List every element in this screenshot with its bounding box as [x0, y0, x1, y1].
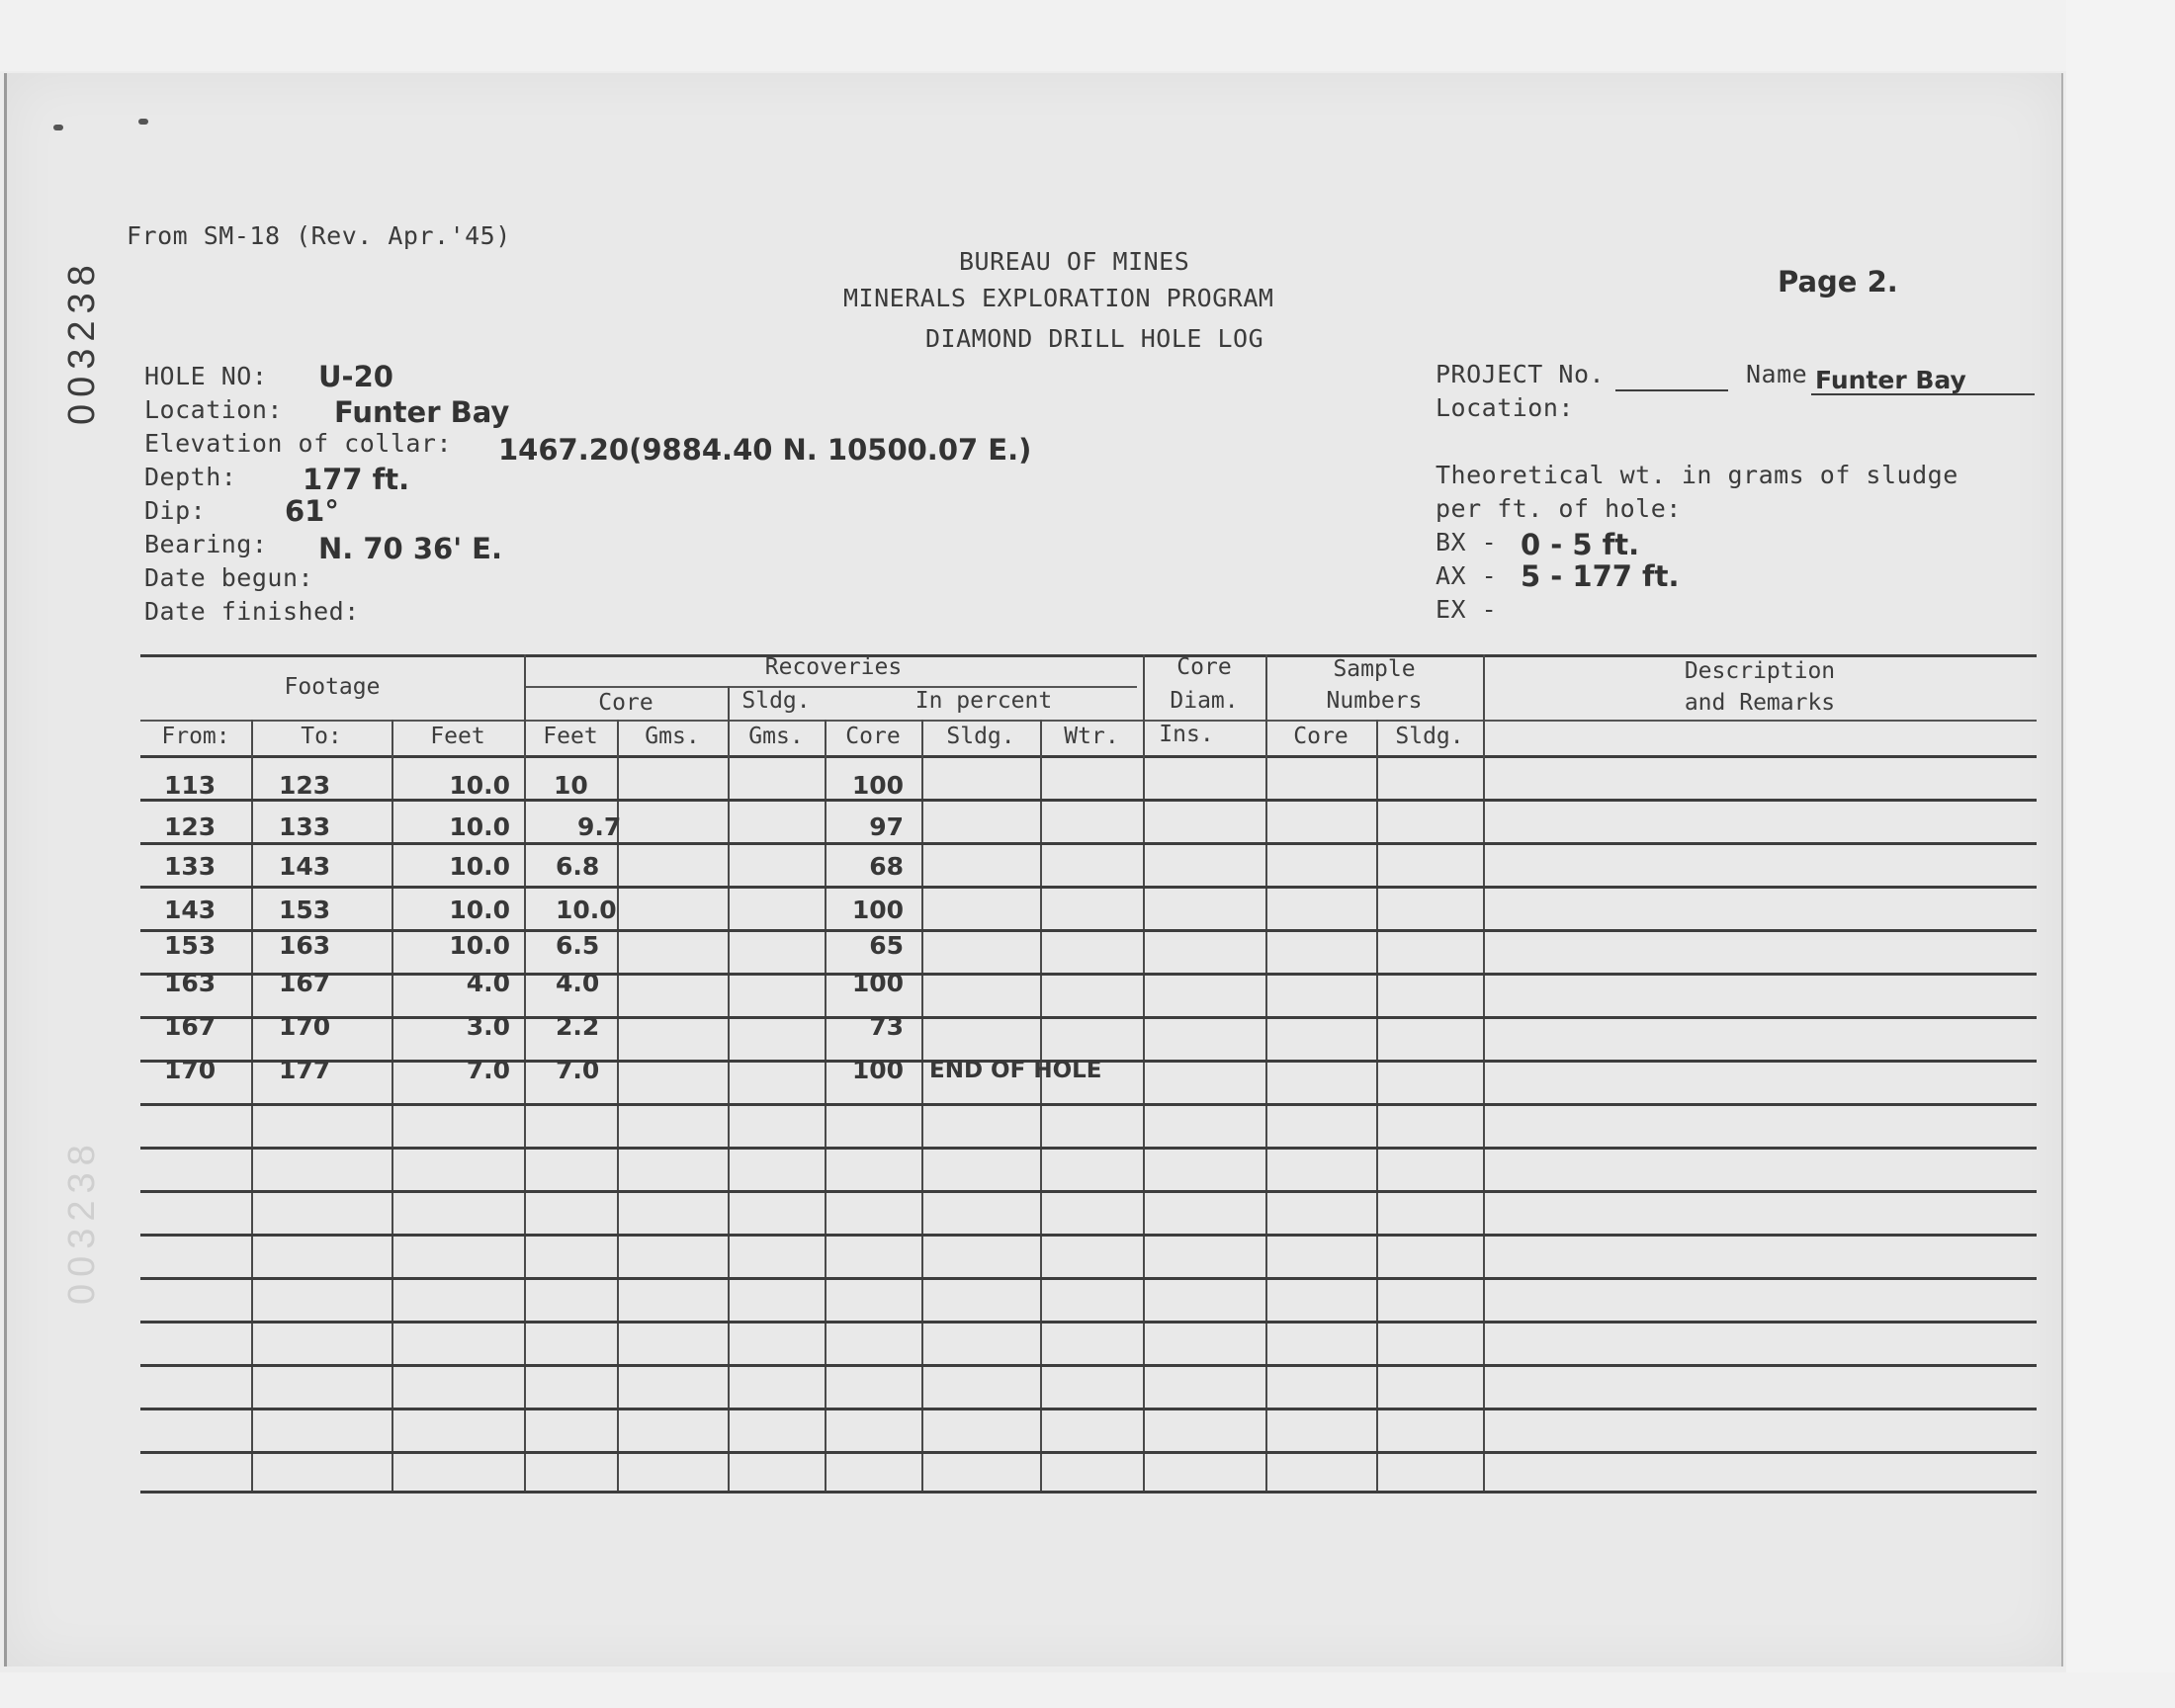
cell-to: 133: [279, 812, 331, 841]
header-feet: Feet: [430, 724, 485, 749]
row-rule: [140, 842, 2037, 845]
bx-value: 0 - 5 ft.: [1521, 528, 1640, 561]
title-line-1: BUREAU OF MINES: [959, 247, 1190, 276]
header-pct-core: Core: [845, 724, 901, 749]
cell-to: 143: [279, 852, 331, 881]
cell-from: 167: [164, 1012, 217, 1041]
ink-speck: [53, 125, 63, 130]
cell-to: 170: [279, 1012, 331, 1041]
project-no-blank: [1615, 389, 1728, 391]
location-value: Funter Bay: [334, 395, 510, 429]
header-core-group: Core: [598, 690, 653, 716]
header-bottom-rule: [140, 755, 2037, 758]
header-sample-core: Core: [1293, 724, 1348, 749]
ink-speck: [138, 119, 148, 125]
header-core-diam-3: Ins.: [1159, 722, 1214, 747]
cell-from: 170: [164, 1056, 217, 1084]
scan-background-right: [2066, 0, 2175, 1708]
cell-pct-core: 68: [869, 852, 904, 881]
cell-to: 177: [279, 1056, 331, 1084]
row-rule: [140, 1364, 2037, 1367]
dip-label: Dip:: [144, 496, 207, 525]
cell-from: 153: [164, 931, 217, 960]
bearing-value: N. 70 36' E.: [318, 532, 502, 565]
cell-from: 133: [164, 852, 217, 881]
cell-core-feet: 10.0: [556, 896, 617, 924]
cell-feet: 7.0: [466, 1056, 510, 1084]
project-no-label: PROJECT No.: [1436, 360, 1606, 388]
row-rule: [140, 1277, 2037, 1280]
header-to: To:: [301, 724, 342, 749]
header-sldg-group: Sldg.: [741, 688, 811, 714]
header-sldg-gms: Gms.: [748, 724, 804, 749]
elevation-value: 1467.20(9884.40 N. 10500.07 E.): [498, 433, 1032, 467]
cell-pct-core: 97: [869, 812, 904, 841]
hole-no-value: U-20: [318, 360, 393, 393]
cell-feet: 10.0: [449, 812, 510, 841]
project-location-label: Location:: [1436, 393, 1574, 422]
cell-to: 163: [279, 931, 331, 960]
cell-pct-core: 100: [851, 896, 904, 924]
cell-to: 123: [279, 771, 331, 800]
name-label: Name: [1746, 360, 1808, 388]
cell-feet: 3.0: [466, 1012, 510, 1041]
header-from: From:: [161, 724, 230, 749]
header-in-percent: In percent: [914, 688, 1053, 714]
date-begun-label: Date begun:: [144, 563, 314, 592]
depth-value: 177 ft.: [303, 463, 410, 496]
cell-core-feet: 9.7: [577, 812, 622, 841]
serial-number-bleed: 003238: [61, 1138, 103, 1305]
ax-value: 5 - 177 ft.: [1521, 559, 1680, 593]
serial-number: 003238: [61, 258, 103, 425]
cell-feet: 10.0: [449, 771, 510, 800]
cell-from: 123: [164, 812, 217, 841]
header-description-1: Description: [1684, 658, 1836, 684]
cell-pct-core: 100: [851, 969, 904, 997]
sludge-heading-2: per ft. of hole:: [1436, 494, 1682, 523]
page-label: Page 2.: [1778, 265, 1898, 299]
cell-pct-core: 73: [869, 1012, 904, 1041]
col-divider: [1376, 720, 1378, 1493]
date-finished-label: Date finished:: [144, 597, 360, 626]
cell-core-feet: 7.0: [556, 1056, 600, 1084]
row-rule: [140, 886, 2037, 889]
bearing-label: Bearing:: [144, 530, 268, 558]
header-pct-sldg: Sldg.: [946, 724, 1015, 749]
cell-feet: 10.0: [449, 852, 510, 881]
header-footage: Footage: [284, 674, 381, 700]
cell-core-feet: 4.0: [556, 969, 600, 997]
cell-feet: 10.0: [449, 931, 510, 960]
scan-background-bottom: [0, 1672, 2175, 1708]
scan-background-top: [0, 0, 2175, 71]
cell-core-feet: 6.8: [556, 852, 600, 881]
header-recoveries: Recoveries: [764, 654, 903, 680]
cell-from: 113: [164, 771, 217, 800]
cell-to: 153: [279, 896, 331, 924]
ex-label: EX -: [1436, 595, 1498, 624]
subheader-rule: [140, 720, 2037, 722]
cell-core-feet: 2.2: [556, 1012, 600, 1041]
row-rule: [140, 1147, 2037, 1150]
title-line-3: DIAMOND DRILL HOLE LOG: [925, 324, 1264, 353]
col-divider: [1040, 720, 1042, 1493]
header-sample-1: Sample: [1333, 656, 1416, 682]
header-core-gms: Gms.: [645, 724, 700, 749]
row-rule: [140, 1234, 2037, 1237]
row-rule: [140, 1451, 2037, 1454]
header-sample-sldg: Sldg.: [1395, 724, 1464, 749]
cell-from: 143: [164, 896, 217, 924]
location-label: Location:: [144, 395, 283, 424]
name-value: Funter Bay: [1815, 366, 1966, 394]
header-sample-2: Numbers: [1326, 688, 1423, 714]
title-line-2: MINERALS EXPLORATION PROGRAM: [843, 284, 1274, 312]
cell-feet: 10.0: [449, 896, 510, 924]
table-bottom-rule: [140, 1491, 2037, 1494]
cell-remark: END OF HOLE: [929, 1058, 1102, 1083]
col-divider: [728, 686, 730, 1493]
header-core-diam-1: Core: [1176, 654, 1232, 680]
dip-value: 61°: [285, 494, 339, 528]
header-core-diam-2: Diam.: [1170, 688, 1239, 714]
header-description-2: and Remarks: [1684, 690, 1836, 716]
elevation-label: Elevation of collar:: [144, 429, 453, 458]
row-rule: [140, 1408, 2037, 1410]
depth-label: Depth:: [144, 463, 237, 491]
sludge-heading-1: Theoretical wt. in grams of sludge: [1436, 461, 1958, 489]
header-pct-wtr: Wtr.: [1064, 724, 1119, 749]
row-rule: [140, 1103, 2037, 1106]
row-rule: [140, 1321, 2037, 1324]
row-rule: [140, 1190, 2037, 1193]
ax-label: AX -: [1436, 561, 1498, 590]
col-divider: [251, 720, 253, 1493]
form-id: From SM-18 (Rev. Apr.'45): [127, 221, 511, 250]
cell-pct-core: 100: [851, 1056, 904, 1084]
cell-from: 163: [164, 969, 217, 997]
cell-to: 167: [279, 969, 331, 997]
header-core-feet: Feet: [543, 724, 598, 749]
cell-pct-core: 100: [851, 771, 904, 800]
bx-label: BX -: [1436, 528, 1498, 556]
col-divider: [921, 720, 923, 1493]
cell-pct-core: 65: [869, 931, 904, 960]
cell-core-feet: 10: [554, 771, 588, 800]
cell-feet: 4.0: [466, 969, 510, 997]
cell-core-feet: 6.5: [556, 931, 600, 960]
hole-no-label: HOLE NO:: [144, 362, 268, 390]
